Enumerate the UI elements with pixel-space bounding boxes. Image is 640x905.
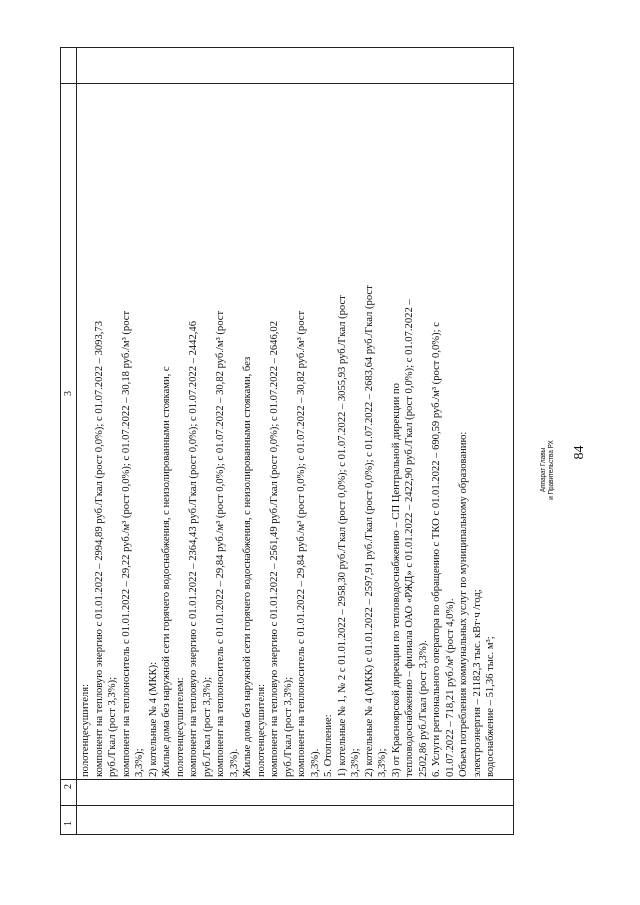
text-line: 3,3%); bbox=[350, 748, 361, 777]
text-line: электроэнергия – 21182,3 тыс. кВт·ч /год; bbox=[471, 589, 483, 777]
text-line: 3) от Красноярской дирекции по тепловодоснабжению – СП Центральной дирекции по bbox=[390, 383, 402, 777]
text-line: Жилые дома без наружной сети горячего водоснабжения, с неизолированными стояками, с bbox=[161, 366, 172, 777]
text-line: 1) котельные № 1, № 2 с 01.01.2022 – 2958,30 руб./Гкал (рост 0,0%); с 01.07.2022 – 3055,93 руб./Гкал (рост bbox=[336, 295, 348, 777]
data-table bbox=[60, 47, 514, 835]
text-line: компонент на тепловую энергию с 01.01.2022 – 2994,89 руб./Гкал (рост 0,0%); с 01.07.2022 – 3093,73 bbox=[93, 320, 105, 777]
text-line: полотенцесушителя: bbox=[255, 683, 267, 777]
text-line: 6. Услуги регионального оператора по обращению с ТКО с 01.01.2022 – 690,59 руб./м³ (рост 0,0%); с bbox=[431, 322, 442, 777]
text-line: компонент на теплоноситель с 01.01.2022 – 29,84 руб./м³ (рост 0,0%); с 01.07.2022 – 30,82 руб./м³ (рост bbox=[296, 310, 307, 777]
text-line: 5. Отопление: bbox=[323, 714, 334, 777]
text-line: водоснабжение – 51,36 тыс. м³; bbox=[485, 636, 496, 777]
text-line: 2) котельные № 4 (МКК): bbox=[147, 661, 159, 777]
text-line: руб./Гкал (рост 3,3%); bbox=[282, 676, 294, 777]
text-line: 01.07.2022 – 718,21 руб./м³ (рост 4,0%). bbox=[444, 598, 456, 777]
text-line: руб./Гкал (рост 3,3%); bbox=[201, 676, 213, 777]
text-line: 3,3%); bbox=[134, 748, 145, 777]
text-line: полотенцесушителя: bbox=[80, 683, 91, 777]
text-line: 2) котельные № 4 (МКК) с 01.01.2022 – 2597,91 руб./Гкал (рост 0,0%); с 01.07.2022 – 2683,64 руб./Гкал (рост bbox=[363, 285, 375, 777]
stamp-line-2: и Правительства РХ bbox=[548, 440, 555, 500]
column-header-3: 3 bbox=[63, 391, 74, 396]
text-line: 3,3%). bbox=[309, 748, 321, 777]
text-line: полотенцесушителем: bbox=[174, 677, 186, 777]
text-line: 3,3%). bbox=[228, 748, 240, 777]
text-line: руб./Гкал (рост 3,3%); bbox=[107, 676, 118, 777]
stamp-line-1: Аппарат Главы bbox=[540, 447, 547, 493]
text-line: компонент на тепловую энергию с 01.01.2022 – 2561,49 руб./Гкал (рост 0,0%); с 01.07.2022 – 2646,02 bbox=[269, 320, 280, 777]
column-divider-1 bbox=[61, 805, 513, 806]
cell-content bbox=[79, 86, 509, 780]
table-header-row bbox=[61, 48, 77, 834]
text-line: тепловодоснабжению – филиала ОАО «РЖД» с 01.01.2022 – 2422,90 руб./Гкал (рост 0,0%); с 01.07.2022 – bbox=[404, 299, 415, 777]
approval-stamp bbox=[540, 430, 556, 511]
page-number: 84 bbox=[572, 445, 587, 460]
text-line: 2502,86 руб./Гкал (рост 3,3%). bbox=[417, 640, 429, 777]
text-line: компонент на тепловую энергию с 01.01.2022 – 2364,43 руб./Гкал (рост 0,0%); с 01.07.2022 – 2442,46 bbox=[188, 320, 199, 777]
column-divider-3 bbox=[61, 83, 513, 84]
text-line: 3,3%); bbox=[377, 748, 388, 777]
column-header-2: 2 bbox=[63, 784, 74, 789]
text-line: Жилые дома без наружной сети горячего водоснабжения, с неизолированными стояками, без bbox=[242, 356, 253, 777]
text-line: компонент на теплоноситель с 01.01.2022 – 29,84 руб./м³ (рост 0,0%); с 01.07.2022 – 30,82 руб./м³ (рост bbox=[215, 310, 226, 777]
column-header-1: 1 bbox=[63, 821, 74, 826]
text-line: Объем потребления коммунальных услуг по муниципальному образованию: bbox=[458, 431, 469, 777]
text-line: компонент на теплоноситель с 01.01.2022 – 29,22 руб./м³ (рост 0,0%); с 01.07.2022 – 30,18 руб./м³ (рост bbox=[120, 310, 132, 777]
